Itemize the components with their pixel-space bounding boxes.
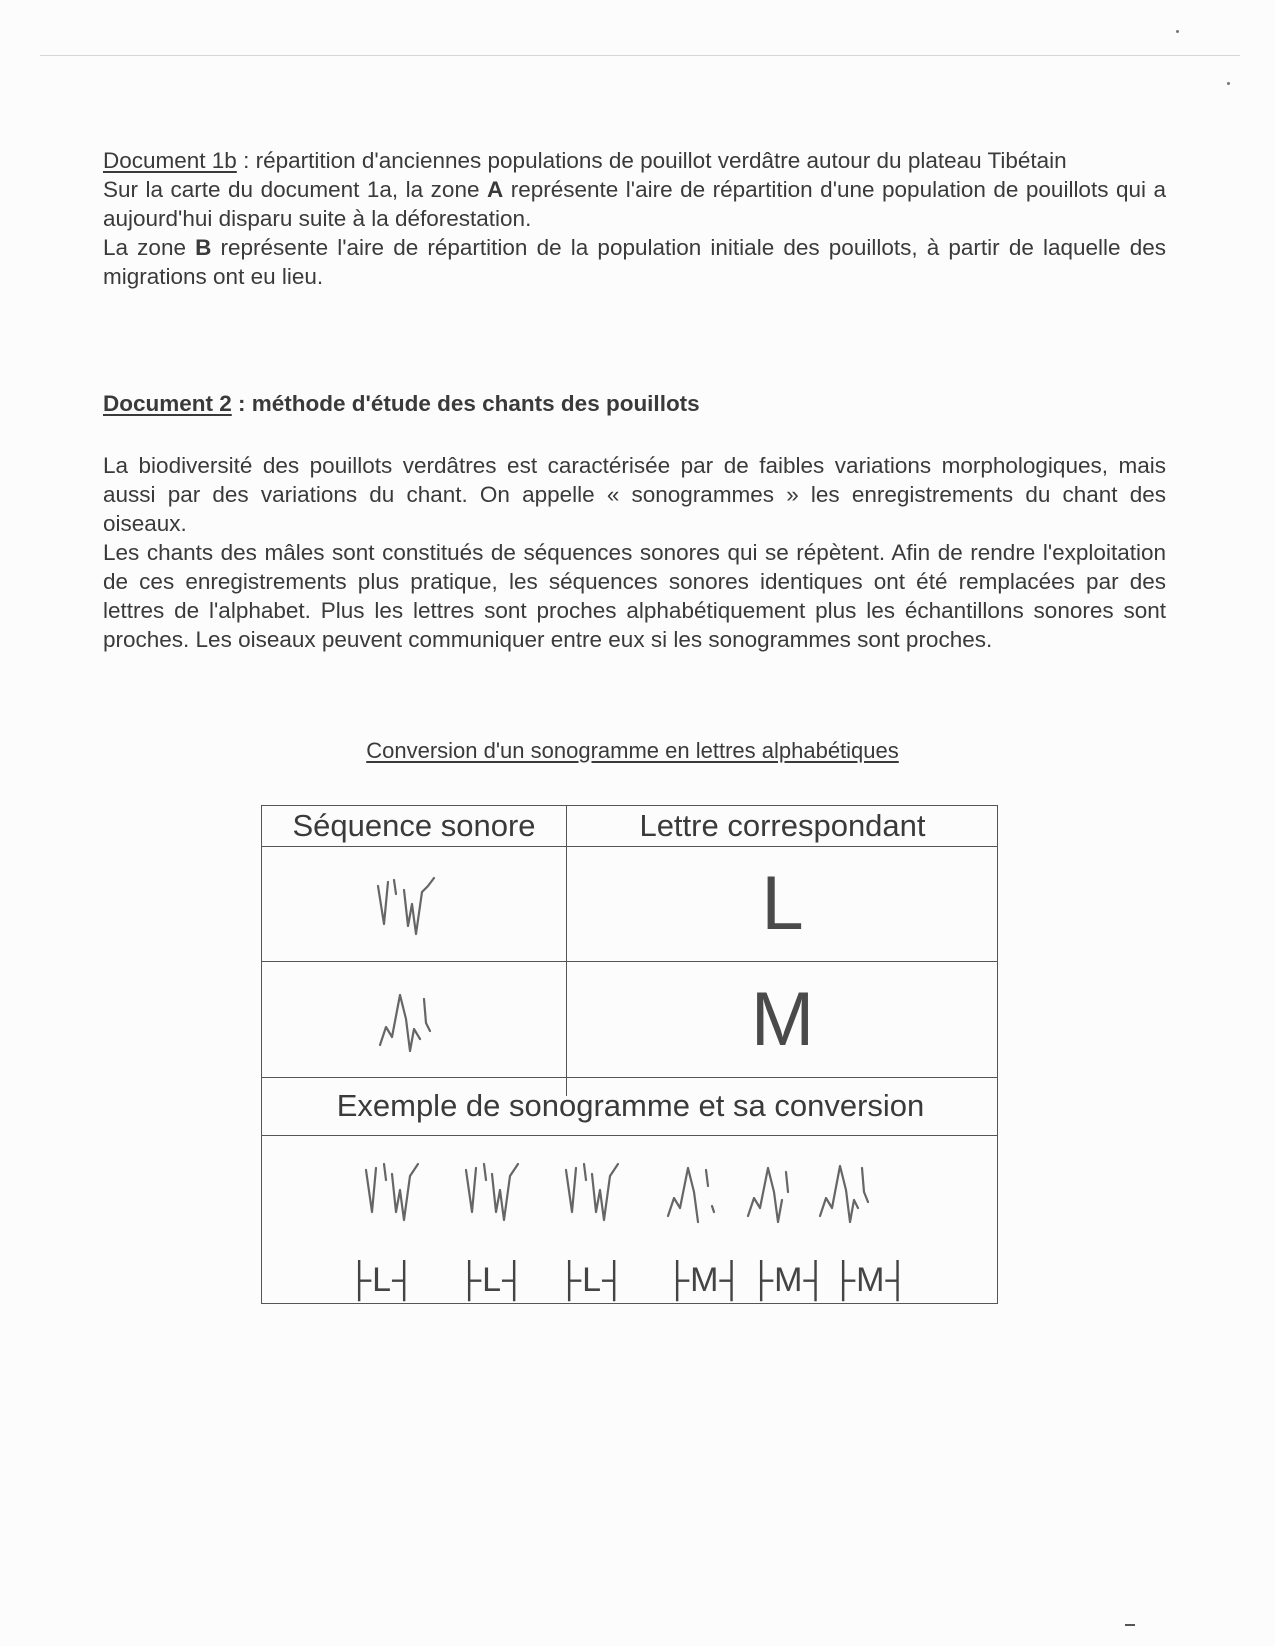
document-1b-zone-b-paragraph: La zone B représente l'aire de répartition de la population initiale des pouillots, à partir de laquelle des migrations ont eu lieu. bbox=[103, 235, 1166, 289]
segment-label: ├L┤ bbox=[457, 1261, 528, 1299]
example-sonogram-icon bbox=[362, 1146, 922, 1256]
table-caption: Conversion d'un sonogramme en lettres alphabétiques bbox=[366, 738, 899, 763]
page-corner-mark bbox=[1125, 1624, 1135, 1626]
document-2-paragraph-2: Les chants des mâles sont constitués de séquences sonores qui se répètent. Afin de rendre l'exploitation de ces enregistrements plus pratique, les séquences sonores identiques ont été remplacées par des lettres de l'alphabet. Plus les lettres sont proches alphabétiquement plus les échantillons sonores sont proches. Les oiseaux peuvent communiquer entre eux si les sonogrammes sont proches. bbox=[103, 540, 1166, 652]
sonogram-l-icon bbox=[364, 864, 464, 944]
document-1b-zone-a-paragraph: Sur la carte du document 1a, la zone A représente l'aire de répartition d'une population de pouillots qui a aujourd'hui disparu suite à la déforestation. bbox=[103, 177, 1166, 231]
segment-label: ├L┤ bbox=[347, 1261, 418, 1299]
letter-l: L bbox=[761, 861, 804, 946]
zone-b-label: B bbox=[195, 235, 212, 260]
document-1b-title: Document 1b : répartition d'anciennes populations de pouillot verdâtre autour du plateau Tibétain bbox=[103, 148, 1067, 173]
example-header: Exemple de sonogramme et sa conversion bbox=[336, 1088, 925, 1123]
document-1b-block bbox=[103, 146, 1166, 291]
document-1b-label: Document 1b bbox=[103, 148, 237, 173]
conversion-labels bbox=[347, 1261, 937, 1297]
segment-label: ├M┤ bbox=[831, 1261, 911, 1299]
document-2-label: Document 2 bbox=[103, 391, 232, 416]
segment-label: ├L┤ bbox=[557, 1261, 628, 1299]
sound-sequence-l bbox=[262, 846, 566, 961]
page-top-rule bbox=[40, 55, 1240, 56]
segment-label: ├M┤ bbox=[665, 1261, 745, 1299]
document-2-title: Document 2 : méthode d'étude des chants des pouillots bbox=[103, 391, 700, 416]
scan-speck bbox=[1176, 30, 1179, 33]
sound-sequence-m bbox=[262, 961, 566, 1077]
scan-speck bbox=[1227, 82, 1230, 85]
document-2-paragraph-1: La biodiversité des pouillots verdâtres est caractérisée par de faibles variations morphologiques, mais aussi par des variations du chant. On appelle « sonogrammes » les enregistrements du chant des oiseaux. bbox=[103, 453, 1166, 536]
document-2-body bbox=[103, 451, 1166, 654]
zone-a-label: A bbox=[486, 177, 504, 202]
column-header-letter: Lettre correspondant bbox=[639, 808, 926, 843]
sonogram-m-icon bbox=[364, 979, 464, 1059]
table-rule bbox=[262, 1135, 997, 1136]
column-header-sequence: Séquence sonore bbox=[292, 808, 536, 843]
letter-m: M bbox=[750, 976, 815, 1062]
segment-label: ├M┤ bbox=[749, 1261, 829, 1299]
sonogram-conversion-table bbox=[261, 805, 998, 1304]
